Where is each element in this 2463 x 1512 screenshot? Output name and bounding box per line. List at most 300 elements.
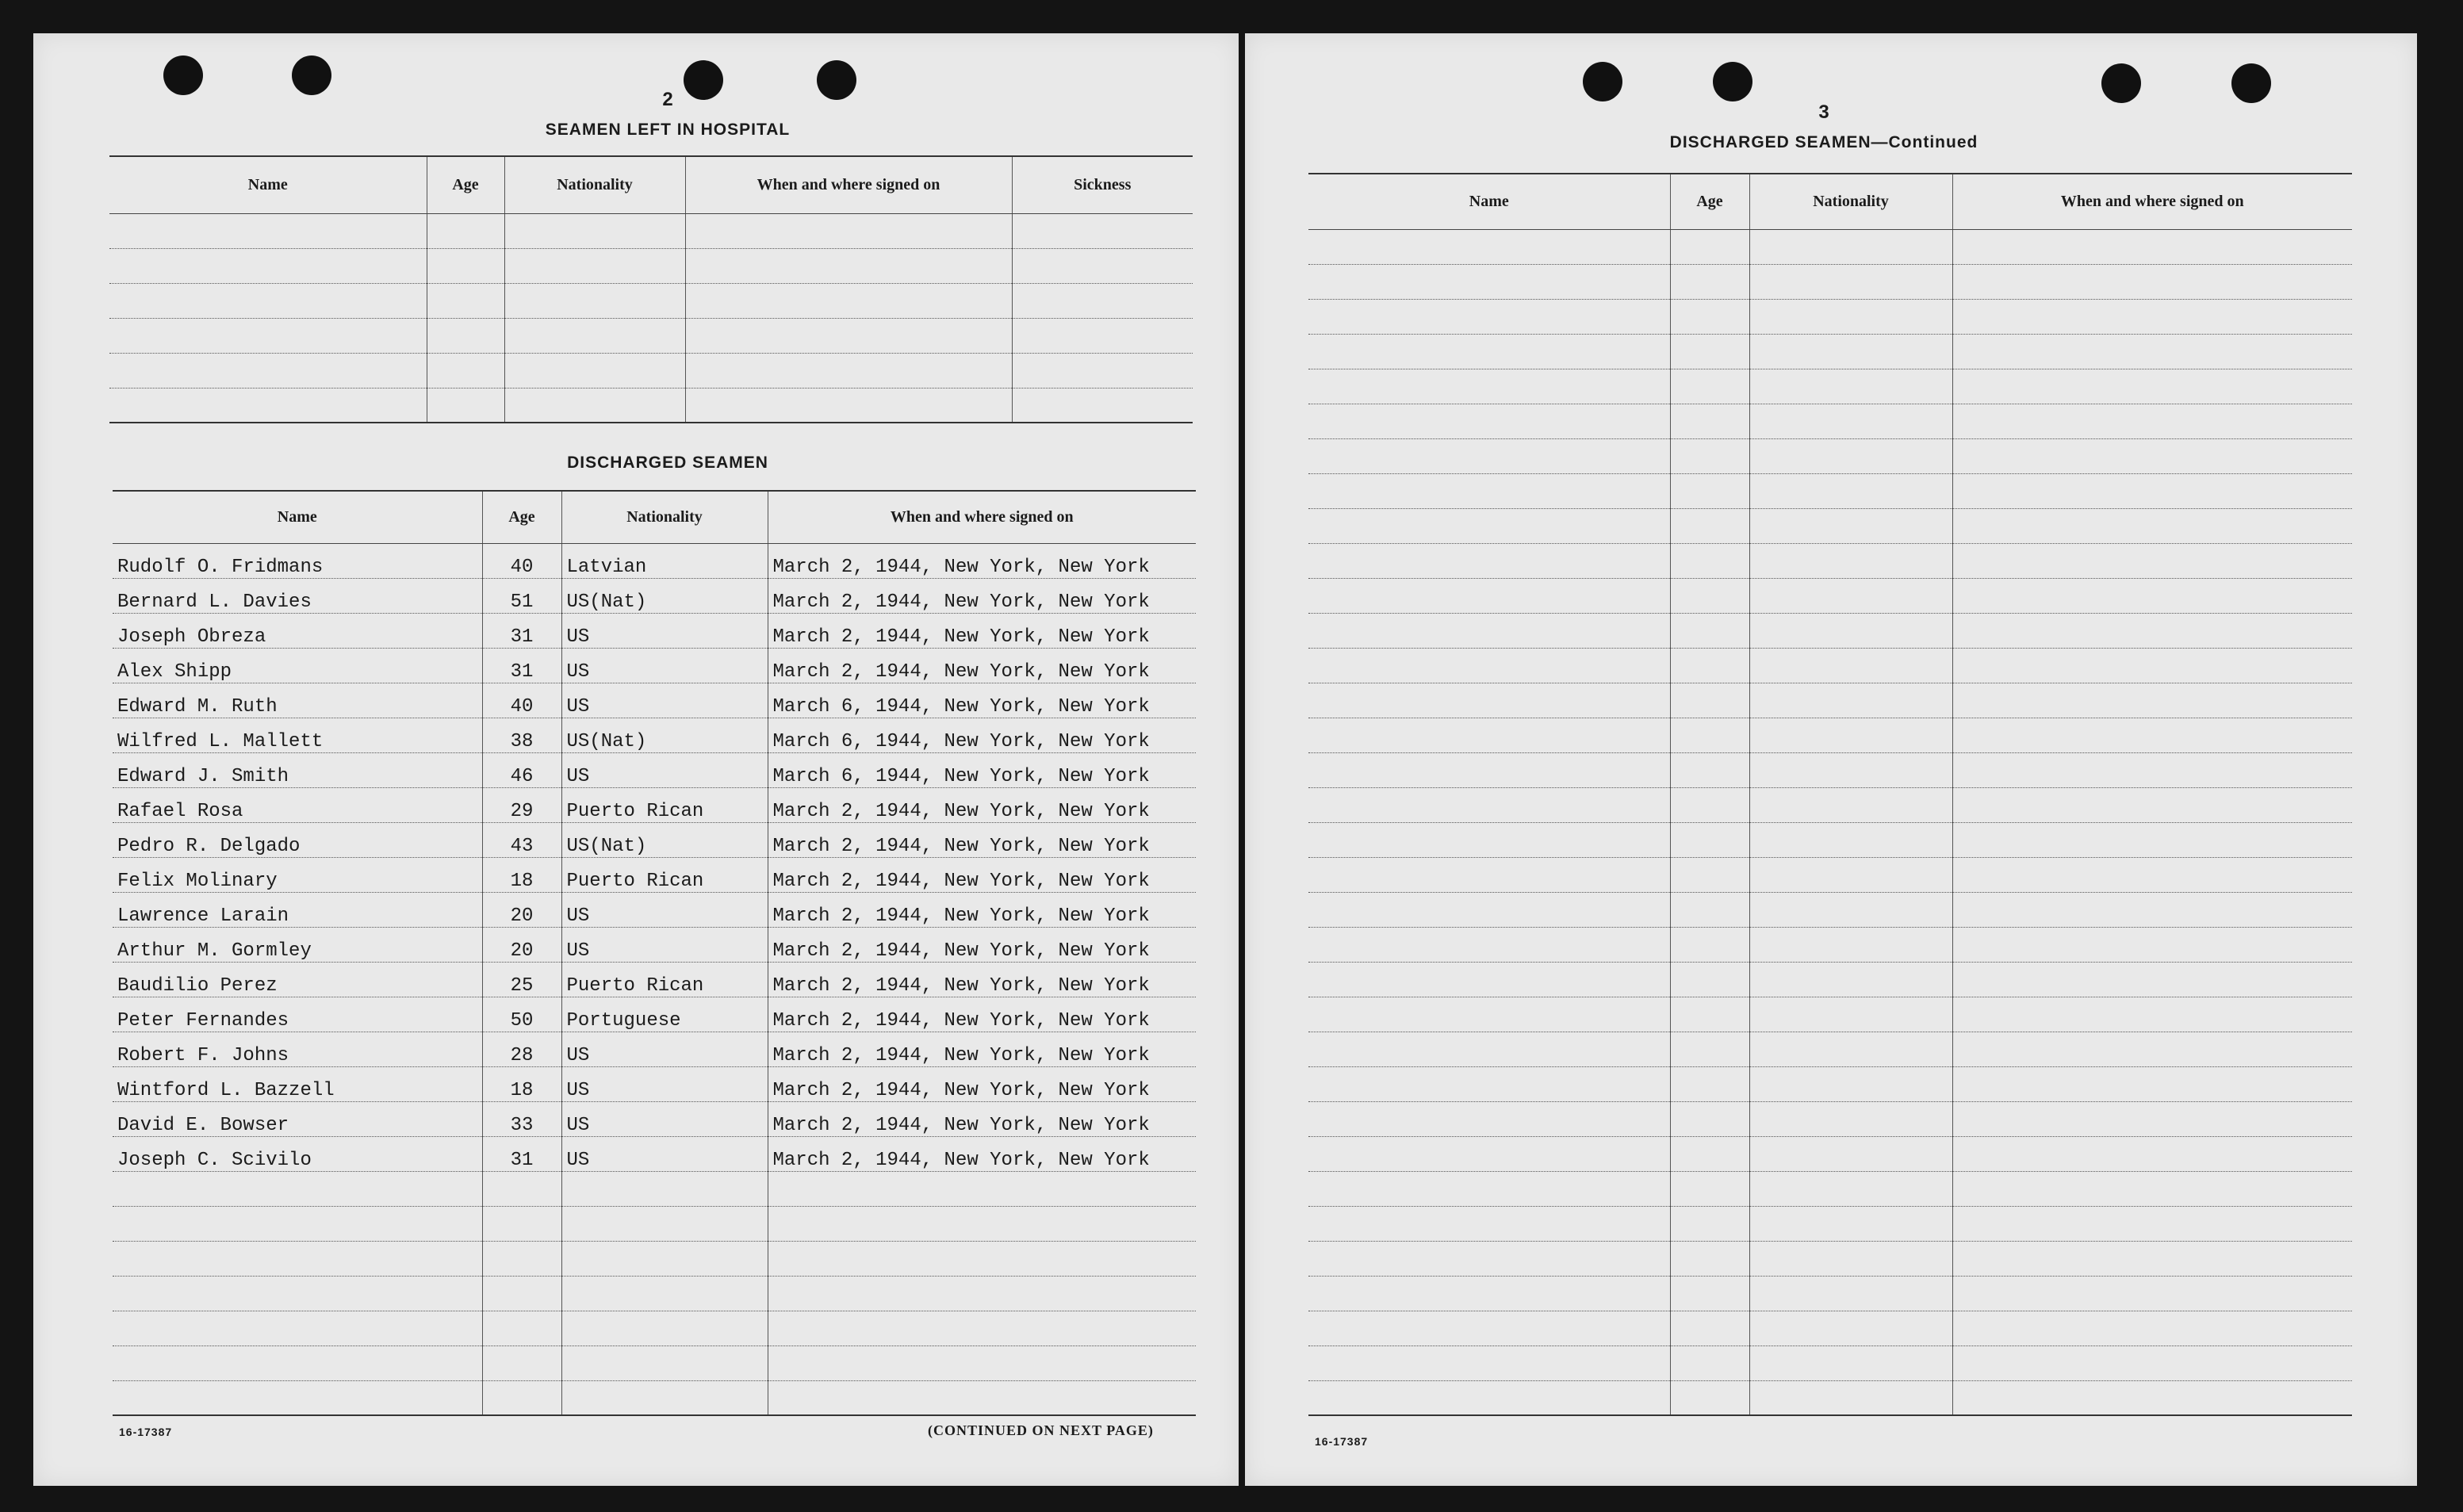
empty-cell (1308, 613, 1670, 648)
table-row (113, 1206, 1196, 1241)
empty-cell (113, 1171, 482, 1206)
empty-cell (1670, 927, 1749, 962)
table-row (1308, 1380, 2352, 1415)
seaman-signed-on: March 2, 1944, New York, New York (768, 1101, 1196, 1136)
empty-cell (561, 1380, 768, 1415)
empty-cell (1308, 892, 1670, 927)
empty-cell (504, 353, 685, 388)
empty-cell (1952, 683, 2352, 718)
empty-cell (1670, 962, 1749, 997)
table-row (1308, 334, 2352, 369)
empty-cell (427, 213, 504, 248)
table-row (1308, 508, 2352, 543)
empty-cell (1952, 1380, 2352, 1415)
empty-cell (768, 1206, 1196, 1241)
table-row (113, 822, 1196, 857)
seaman-signed-on: March 2, 1944, New York, New York (768, 1066, 1196, 1101)
empty-cell (1952, 1171, 2352, 1206)
empty-cell (1670, 1136, 1749, 1171)
continued-table (1308, 173, 2352, 1416)
table-row (113, 1241, 1196, 1276)
empty-cell (768, 1345, 1196, 1380)
table-row (1308, 543, 2352, 578)
seaman-signed-on: March 2, 1944, New York, New York (768, 613, 1196, 648)
table-row (1308, 229, 2352, 264)
empty-cell (1749, 1311, 1952, 1345)
empty-cell (1749, 1136, 1952, 1171)
seaman-name: Wilfred L. Mallett (113, 718, 482, 752)
seaman-nationality: US(Nat) (561, 822, 768, 857)
empty-cell (1670, 613, 1749, 648)
binder-hole (2101, 63, 2141, 103)
empty-cell (1952, 299, 2352, 334)
table-row (113, 927, 1196, 962)
empty-cell (1308, 264, 1670, 299)
empty-cell (1952, 264, 2352, 299)
empty-cell (1670, 648, 1749, 683)
seaman-signed-on: March 2, 1944, New York, New York (768, 648, 1196, 683)
empty-cell (1749, 997, 1952, 1032)
table-row (113, 578, 1196, 613)
empty-cell (685, 353, 1012, 388)
empty-cell (1308, 1171, 1670, 1206)
table-row (113, 683, 1196, 718)
page-number: 3 (1818, 101, 1829, 123)
seaman-nationality: US (561, 1136, 768, 1171)
table-row (1308, 613, 2352, 648)
empty-cell (427, 318, 504, 353)
seaman-nationality: US (561, 752, 768, 787)
empty-cell (1749, 1380, 1952, 1415)
table-row (113, 543, 1196, 578)
empty-cell (561, 1276, 768, 1311)
seaman-name: Baudilio Perez (113, 962, 482, 997)
empty-cell (768, 1241, 1196, 1276)
empty-cell (1670, 683, 1749, 718)
table-row (1308, 1276, 2352, 1311)
seaman-name: Peter Fernandes (113, 997, 482, 1032)
empty-cell (768, 1380, 1196, 1415)
right-page (1245, 33, 2417, 1486)
empty-cell (1012, 283, 1193, 318)
empty-cell (427, 388, 504, 423)
empty-cell (1670, 264, 1749, 299)
empty-cell (1670, 543, 1749, 578)
empty-cell (1749, 334, 1952, 369)
empty-cell (1749, 857, 1952, 892)
empty-cell (1670, 752, 1749, 787)
empty-cell (113, 1241, 482, 1276)
empty-cell (1308, 822, 1670, 857)
empty-cell (1308, 1136, 1670, 1171)
empty-cell (1749, 962, 1952, 997)
table-row (113, 752, 1196, 787)
seaman-nationality: US (561, 927, 768, 962)
table-row (113, 787, 1196, 822)
empty-cell (1749, 1276, 1952, 1311)
seaman-nationality: US (561, 1032, 768, 1066)
empty-cell (1952, 962, 2352, 997)
empty-cell (1670, 334, 1749, 369)
empty-cell (1952, 404, 2352, 438)
empty-cell (1308, 543, 1670, 578)
discharged-table (113, 490, 1196, 1416)
empty-cell (1670, 1101, 1749, 1136)
empty-cell (504, 318, 685, 353)
seaman-signed-on: March 2, 1944, New York, New York (768, 578, 1196, 613)
seaman-age: 18 (482, 1066, 561, 1101)
table-row (1308, 718, 2352, 752)
column-header-age: Age (427, 156, 504, 213)
table-row (109, 283, 1193, 318)
empty-cell (1749, 613, 1952, 648)
empty-cell (1308, 752, 1670, 787)
empty-cell (1012, 248, 1193, 283)
empty-cell (109, 213, 427, 248)
table-row (113, 1066, 1196, 1101)
seaman-age: 28 (482, 1032, 561, 1066)
seaman-signed-on: March 6, 1944, New York, New York (768, 683, 1196, 718)
empty-cell (113, 1311, 482, 1345)
empty-cell (1952, 1276, 2352, 1311)
seaman-age: 46 (482, 752, 561, 787)
table-row (109, 388, 1193, 423)
empty-cell (1749, 508, 1952, 543)
empty-cell (113, 1276, 482, 1311)
binder-hole (817, 60, 856, 100)
table-row (1308, 648, 2352, 683)
table-row (1308, 1171, 2352, 1206)
empty-cell (113, 1380, 482, 1415)
empty-cell (109, 248, 427, 283)
left-page (33, 33, 1239, 1486)
form-number: 16-17387 (1315, 1435, 1369, 1448)
table-row (1308, 578, 2352, 613)
column-header-sickness: Sickness (1012, 156, 1193, 213)
table-row (1308, 1311, 2352, 1345)
seaman-name: Edward M. Ruth (113, 683, 482, 718)
empty-cell (1952, 822, 2352, 857)
table-row (113, 648, 1196, 683)
table-row (113, 1380, 1196, 1415)
table-row (113, 1032, 1196, 1066)
empty-cell (1670, 822, 1749, 857)
empty-cell (1749, 1066, 1952, 1101)
empty-cell (1952, 1345, 2352, 1380)
empty-cell (561, 1206, 768, 1241)
empty-cell (1952, 438, 2352, 473)
seaman-nationality: US (561, 648, 768, 683)
empty-cell (1952, 648, 2352, 683)
table-row (1308, 1032, 2352, 1066)
empty-cell (1670, 1171, 1749, 1206)
binder-hole (1713, 62, 1752, 101)
seaman-signed-on: March 2, 1944, New York, New York (768, 962, 1196, 997)
page-number: 2 (662, 89, 673, 110)
empty-cell (1749, 683, 1952, 718)
empty-cell (1308, 648, 1670, 683)
seaman-name: Alex Shipp (113, 648, 482, 683)
column-header-age: Age (1670, 174, 1749, 229)
seaman-signed-on: March 6, 1944, New York, New York (768, 718, 1196, 752)
hospital-table (109, 155, 1193, 423)
seaman-name: Felix Molinary (113, 857, 482, 892)
empty-cell (482, 1206, 561, 1241)
table-row (113, 962, 1196, 997)
discharged-section-title: DISCHARGED SEAMEN (567, 454, 768, 472)
seaman-age: 51 (482, 578, 561, 613)
empty-cell (1749, 299, 1952, 334)
seaman-age: 31 (482, 1136, 561, 1171)
empty-cell (561, 1345, 768, 1380)
empty-cell (504, 248, 685, 283)
table-row (1308, 473, 2352, 508)
seaman-name: Rudolf O. Fridmans (113, 543, 482, 578)
table-row (1308, 857, 2352, 892)
empty-cell (1952, 1311, 2352, 1345)
table-row (1308, 438, 2352, 473)
empty-cell (482, 1171, 561, 1206)
table-row (113, 1345, 1196, 1380)
binder-hole (2231, 63, 2271, 103)
empty-cell (482, 1380, 561, 1415)
empty-cell (1012, 388, 1193, 423)
empty-cell (1952, 613, 2352, 648)
empty-cell (1749, 229, 1952, 264)
seaman-name: David E. Bowser (113, 1101, 482, 1136)
seaman-age: 31 (482, 613, 561, 648)
column-header-signed-on: When and where signed on (685, 156, 1012, 213)
table-row (109, 248, 1193, 283)
empty-cell (427, 283, 504, 318)
empty-cell (1308, 438, 1670, 473)
column-header-name: Name (109, 156, 427, 213)
empty-cell (504, 388, 685, 423)
empty-cell (109, 353, 427, 388)
empty-cell (1952, 752, 2352, 787)
empty-cell (482, 1311, 561, 1345)
empty-cell (1308, 1276, 1670, 1311)
empty-cell (1670, 1206, 1749, 1241)
column-header-name: Name (1308, 174, 1670, 229)
empty-cell (1308, 404, 1670, 438)
table-row (109, 213, 1193, 248)
empty-cell (1952, 229, 2352, 264)
empty-cell (1012, 353, 1193, 388)
seaman-age: 25 (482, 962, 561, 997)
empty-cell (1308, 997, 1670, 1032)
table-row (1308, 299, 2352, 334)
seaman-age: 43 (482, 822, 561, 857)
empty-cell (504, 213, 685, 248)
seaman-name: Wintford L. Bazzell (113, 1066, 482, 1101)
table-row (113, 1276, 1196, 1311)
empty-cell (1952, 578, 2352, 613)
empty-cell (1670, 1311, 1749, 1345)
empty-cell (1308, 299, 1670, 334)
empty-cell (1308, 1032, 1670, 1066)
empty-cell (1952, 1101, 2352, 1136)
table-row (113, 1136, 1196, 1171)
empty-cell (1749, 648, 1952, 683)
table-row (1308, 683, 2352, 718)
column-header-name: Name (113, 491, 482, 543)
empty-cell (1308, 1101, 1670, 1136)
empty-cell (685, 213, 1012, 248)
binder-hole (292, 56, 331, 95)
empty-cell (1670, 857, 1749, 892)
table-row (113, 997, 1196, 1032)
table-row (113, 892, 1196, 927)
seaman-signed-on: March 6, 1944, New York, New York (768, 752, 1196, 787)
empty-cell (1952, 857, 2352, 892)
seaman-nationality: Latvian (561, 543, 768, 578)
empty-cell (1749, 369, 1952, 404)
empty-cell (768, 1276, 1196, 1311)
empty-cell (1308, 334, 1670, 369)
seaman-signed-on: March 2, 1944, New York, New York (768, 1032, 1196, 1066)
empty-cell (1952, 1206, 2352, 1241)
empty-cell (1952, 473, 2352, 508)
empty-cell (1749, 1241, 1952, 1276)
seaman-signed-on: March 2, 1944, New York, New York (768, 822, 1196, 857)
empty-cell (1952, 1241, 2352, 1276)
empty-cell (1012, 318, 1193, 353)
seaman-nationality: US(Nat) (561, 718, 768, 752)
empty-cell (1749, 404, 1952, 438)
seaman-age: 38 (482, 718, 561, 752)
empty-cell (1952, 369, 2352, 404)
empty-cell (1308, 857, 1670, 892)
empty-cell (1749, 264, 1952, 299)
seaman-nationality: US (561, 683, 768, 718)
seaman-age: 29 (482, 787, 561, 822)
seaman-nationality: US (561, 1066, 768, 1101)
seaman-age: 33 (482, 1101, 561, 1136)
empty-cell (1670, 718, 1749, 752)
empty-cell (1670, 1032, 1749, 1066)
empty-cell (109, 283, 427, 318)
table-row (1308, 1066, 2352, 1101)
empty-cell (1749, 822, 1952, 857)
empty-cell (1308, 508, 1670, 543)
hospital-section-title: SEAMEN LEFT IN HOSPITAL (545, 121, 791, 139)
seaman-name: Arthur M. Gormley (113, 927, 482, 962)
empty-cell (1952, 1032, 2352, 1066)
empty-cell (1670, 1345, 1749, 1380)
empty-cell (1670, 997, 1749, 1032)
column-header-age: Age (482, 491, 561, 543)
empty-cell (1670, 404, 1749, 438)
seaman-nationality: US(Nat) (561, 578, 768, 613)
table-row (1308, 752, 2352, 787)
empty-cell (1670, 787, 1749, 822)
empty-cell (1308, 1380, 1670, 1415)
seaman-signed-on: March 2, 1944, New York, New York (768, 927, 1196, 962)
empty-cell (1308, 962, 1670, 997)
empty-cell (1670, 1241, 1749, 1276)
empty-cell (1749, 752, 1952, 787)
table-row (1308, 369, 2352, 404)
empty-cell (1308, 1311, 1670, 1345)
empty-cell (1308, 1066, 1670, 1101)
seaman-nationality: US (561, 892, 768, 927)
empty-cell (1749, 1101, 1952, 1136)
table-row (1308, 822, 2352, 857)
empty-cell (482, 1345, 561, 1380)
empty-cell (1308, 369, 1670, 404)
table-row (1308, 787, 2352, 822)
empty-cell (1952, 1136, 2352, 1171)
empty-cell (1749, 1171, 1952, 1206)
empty-cell (482, 1241, 561, 1276)
empty-cell (768, 1311, 1196, 1345)
column-header-nationality: Nationality (1749, 174, 1952, 229)
column-header-nationality: Nationality (504, 156, 685, 213)
empty-cell (768, 1171, 1196, 1206)
empty-cell (1749, 718, 1952, 752)
empty-cell (1749, 927, 1952, 962)
empty-cell (561, 1241, 768, 1276)
table-row (1308, 892, 2352, 927)
table-row (1308, 404, 2352, 438)
seaman-signed-on: March 2, 1944, New York, New York (768, 787, 1196, 822)
empty-cell (1952, 1066, 2352, 1101)
seaman-signed-on: March 2, 1944, New York, New York (768, 1136, 1196, 1171)
empty-cell (1749, 578, 1952, 613)
empty-cell (109, 388, 427, 423)
empty-cell (1952, 543, 2352, 578)
seaman-age: 20 (482, 892, 561, 927)
table-row (113, 613, 1196, 648)
table-row (109, 353, 1193, 388)
empty-cell (109, 318, 427, 353)
seaman-name: Edward J. Smith (113, 752, 482, 787)
empty-cell (1952, 927, 2352, 962)
empty-cell (1308, 229, 1670, 264)
table-row (1308, 1241, 2352, 1276)
empty-cell (1952, 718, 2352, 752)
seaman-nationality: Puerto Rican (561, 857, 768, 892)
table-row (1308, 927, 2352, 962)
empty-cell (1952, 997, 2352, 1032)
seaman-signed-on: March 2, 1944, New York, New York (768, 543, 1196, 578)
table-row (1308, 1101, 2352, 1136)
table-row (113, 1171, 1196, 1206)
table-row (1308, 1345, 2352, 1380)
seaman-age: 20 (482, 927, 561, 962)
seaman-name: Joseph C. Scivilo (113, 1136, 482, 1171)
column-header-nationality: Nationality (561, 491, 768, 543)
seaman-name: Joseph Obreza (113, 613, 482, 648)
empty-cell (561, 1311, 768, 1345)
seaman-signed-on: March 2, 1944, New York, New York (768, 892, 1196, 927)
binder-hole (163, 56, 203, 95)
empty-cell (685, 318, 1012, 353)
empty-cell (427, 353, 504, 388)
table-row (109, 318, 1193, 353)
form-number: 16-17387 (119, 1426, 173, 1438)
empty-cell (1308, 1345, 1670, 1380)
empty-cell (1308, 1206, 1670, 1241)
empty-cell (1749, 787, 1952, 822)
seaman-name: Rafael Rosa (113, 787, 482, 822)
empty-cell (1952, 334, 2352, 369)
column-header-signed-on: When and where signed on (768, 491, 1196, 543)
empty-cell (1749, 1345, 1952, 1380)
seaman-name: Lawrence Larain (113, 892, 482, 927)
empty-cell (1749, 1206, 1952, 1241)
